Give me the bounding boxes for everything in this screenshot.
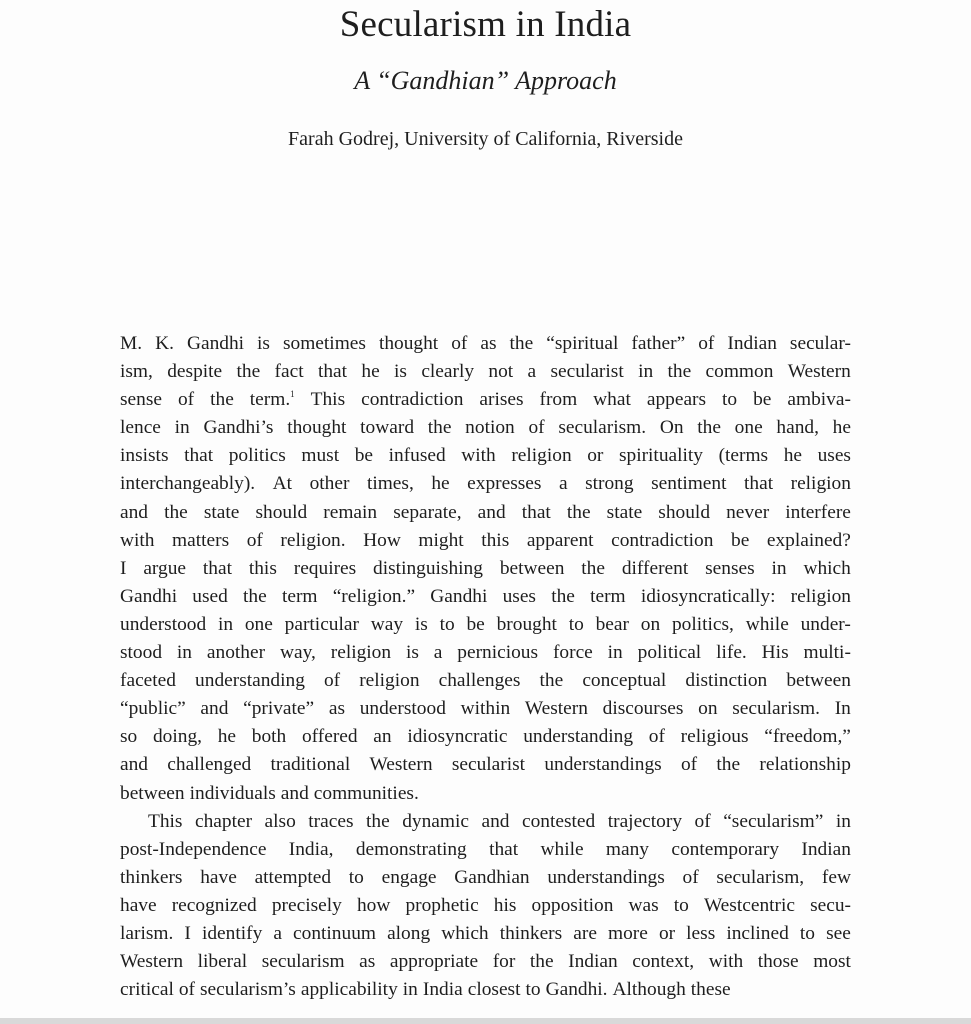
text-line: have recognized precisely how prophetic his opposition was to Westcentric secu- bbox=[120, 894, 851, 916]
text-line: larism. I identify a continuum along which thinkers are more or less inclined to see bbox=[120, 922, 851, 944]
chapter-title: Secularism in India bbox=[339, 4, 632, 45]
text-line: faceted understanding of religion challenges the conceptual distinction between bbox=[120, 670, 851, 692]
text-line: sense of the term.$^1$ This contradiction arises from what appears to be ambiva- bbox=[120, 389, 851, 411]
text-line: between individuals and communities. bbox=[120, 782, 419, 804]
text-line: stood in another way, religion is a pernicious force in political life. His multi- bbox=[120, 642, 851, 664]
text-line: ism, despite the fact that he is clearly not a secularist in the common Western bbox=[120, 361, 851, 383]
text-line: “public” and “private” as understood within Western discourses on secularism. In bbox=[120, 698, 851, 720]
text-line: lence in Gandhi’s thought toward the notion of secularism. On the one hand, he bbox=[120, 417, 851, 439]
text-line: Gandhi used the term “religion.” Gandhi uses the term idiosyncratically: religion bbox=[120, 585, 851, 607]
chapter-subtitle: A “Gandhian” Approach bbox=[354, 66, 617, 95]
footnote-marker[interactable]: 1 bbox=[290, 389, 295, 400]
text-line: This chapter also traces the dynamic and contested trajectory of “secularism” in bbox=[148, 810, 851, 832]
text-line: Western liberal secularism as appropriate for the Indian context, with those most bbox=[120, 951, 851, 973]
text-line: I argue that this requires distinguishing between the different senses in which bbox=[120, 557, 851, 579]
page-bottom-edge bbox=[0, 1018, 971, 1024]
text-line: with matters of religion. How might this apparent contradiction be explained? bbox=[120, 529, 851, 551]
text-line: M. K. Gandhi is sometimes thought of as the “spiritual father” of Indian secular- bbox=[120, 333, 851, 354]
text-line: understood in one particular way is to be brought to bear on politics, while under- bbox=[120, 613, 851, 635]
text-line: post-Independence India, demonstrating that while many contemporary Indian bbox=[120, 838, 851, 860]
text-line: thinkers have attempted to engage Gandhian understandings of secularism, few bbox=[120, 866, 851, 888]
text-line: interchangeably). At other times, he expresses a strong sentiment that religion bbox=[120, 473, 851, 495]
author-affiliation: Farah Godrej, University of California, Riverside bbox=[288, 128, 683, 150]
text-line: insists that politics must be infused with religion or spirituality (terms he uses bbox=[120, 445, 851, 467]
text-line: and challenged traditional Western secularist understandings of the relationship bbox=[120, 754, 851, 776]
text-line: so doing, he both offered an idiosyncratic understanding of religious “freedom,” bbox=[120, 726, 851, 748]
chapter-body bbox=[120, 330, 851, 1004]
text-line: and the state should remain separate, and that the state should never interfere bbox=[120, 501, 851, 523]
text-line: critical of secularism’s applicability in India closest to Gandhi. Although these bbox=[120, 979, 731, 1001]
